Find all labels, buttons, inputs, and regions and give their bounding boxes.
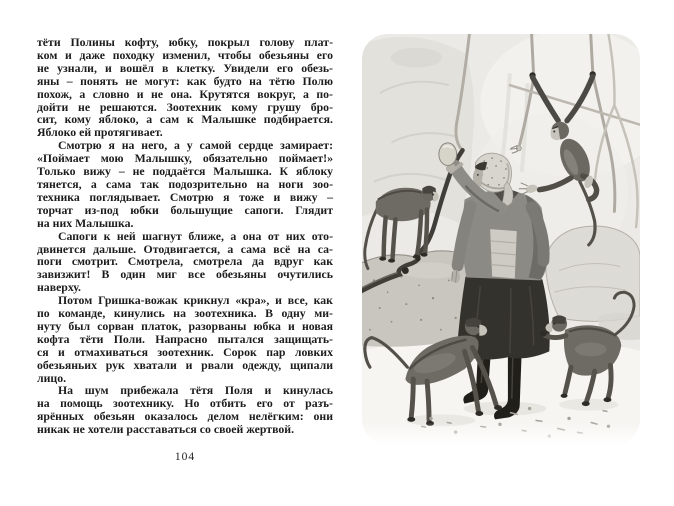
paragraph [37,384,333,436]
apple [439,143,457,166]
text-line: Яблоко ей протягивает. [37,125,163,140]
paragraph [37,294,333,384]
text-line: Потом Гришка-вожак крикнул «кра», и все, как [58,293,333,308]
text-line: похож, а словно и не она. Крутятся вокруг, а по- [37,86,333,101]
text-line: Смотрю я на него, а у самой сердце замирает: [58,138,333,153]
text-line: лицо. [37,370,67,385]
paragraph [37,36,333,139]
text-line: сит, кому яблоко, а сам к Малышке подбирается. [37,112,333,127]
text-line: никак не хотели расставаться со своей жертвой. [37,422,295,437]
right-page [362,31,640,447]
text-line: ком и даже походку изменил, чтобы обезьяны его [37,47,333,62]
text-line: завизжит! В один миг все обезьяны очутились [37,267,333,282]
text-line: ярённых обезьян оказалось делом нелёгким: они [37,409,333,424]
paragraph [37,230,333,295]
paragraph [37,139,333,229]
text-line: нуту был сорван платок, разорваны юбка и новая [37,318,333,333]
text-line: дойти не решаются. Зоотехник кому грушу бро- [37,99,333,114]
text-line: на помощь зоотехнику. Но отбить его от разъ- [37,396,333,411]
text-line: наверху. [37,280,81,295]
page-number: 104 [174,451,196,463]
text-line: по команде, кинулись на зоотехника. В одну ми- [37,306,333,321]
text-line: не узнали, и вошёл в клетку. Увидели его обезь- [37,60,333,75]
monkeys-illustration [362,31,640,447]
text-line: ся и отмахиваться зоотехник. Сорок пар ловких [37,344,333,359]
text-line: тёти Полины кофту, юбку, покрыл голову плат- [37,35,333,49]
text-line: На шум прибежала тётя Поля и кинулась [58,383,333,398]
text-line: на них Малышка. [37,215,134,230]
text-line: Только вижу – не поддаётся Малышка. К яблоку [37,164,333,179]
text-line: Сапоги к ней шагнут ближе, а она от них ото- [58,228,333,243]
text-line: техника поглядывает. Смотрю я тоже и вижу – [37,189,333,204]
text-line: поги смотрит. Смотрела, смотрела да вдруг как [37,254,333,269]
text-line: тянется, а сама так подозрительно на ноги зоо- [37,176,333,191]
text-line: кофта тёти Поли. Напрасно пытался защищать- [37,331,333,346]
text-line: обезьяньих рук хватали и рвали одежду, щипали [37,357,333,372]
text-line: двинется дальше. Отодвигается, а сама всё на са- [37,241,333,256]
text-line: торчат из-под юбки большущие сапоги. Глядит [37,202,333,217]
story-text [37,36,333,436]
text-line: «Поймает мою Малышку, обязательно поймает!» [37,151,333,166]
text-line: яны – понять не могут: как будто на тётю Полю [37,73,333,88]
